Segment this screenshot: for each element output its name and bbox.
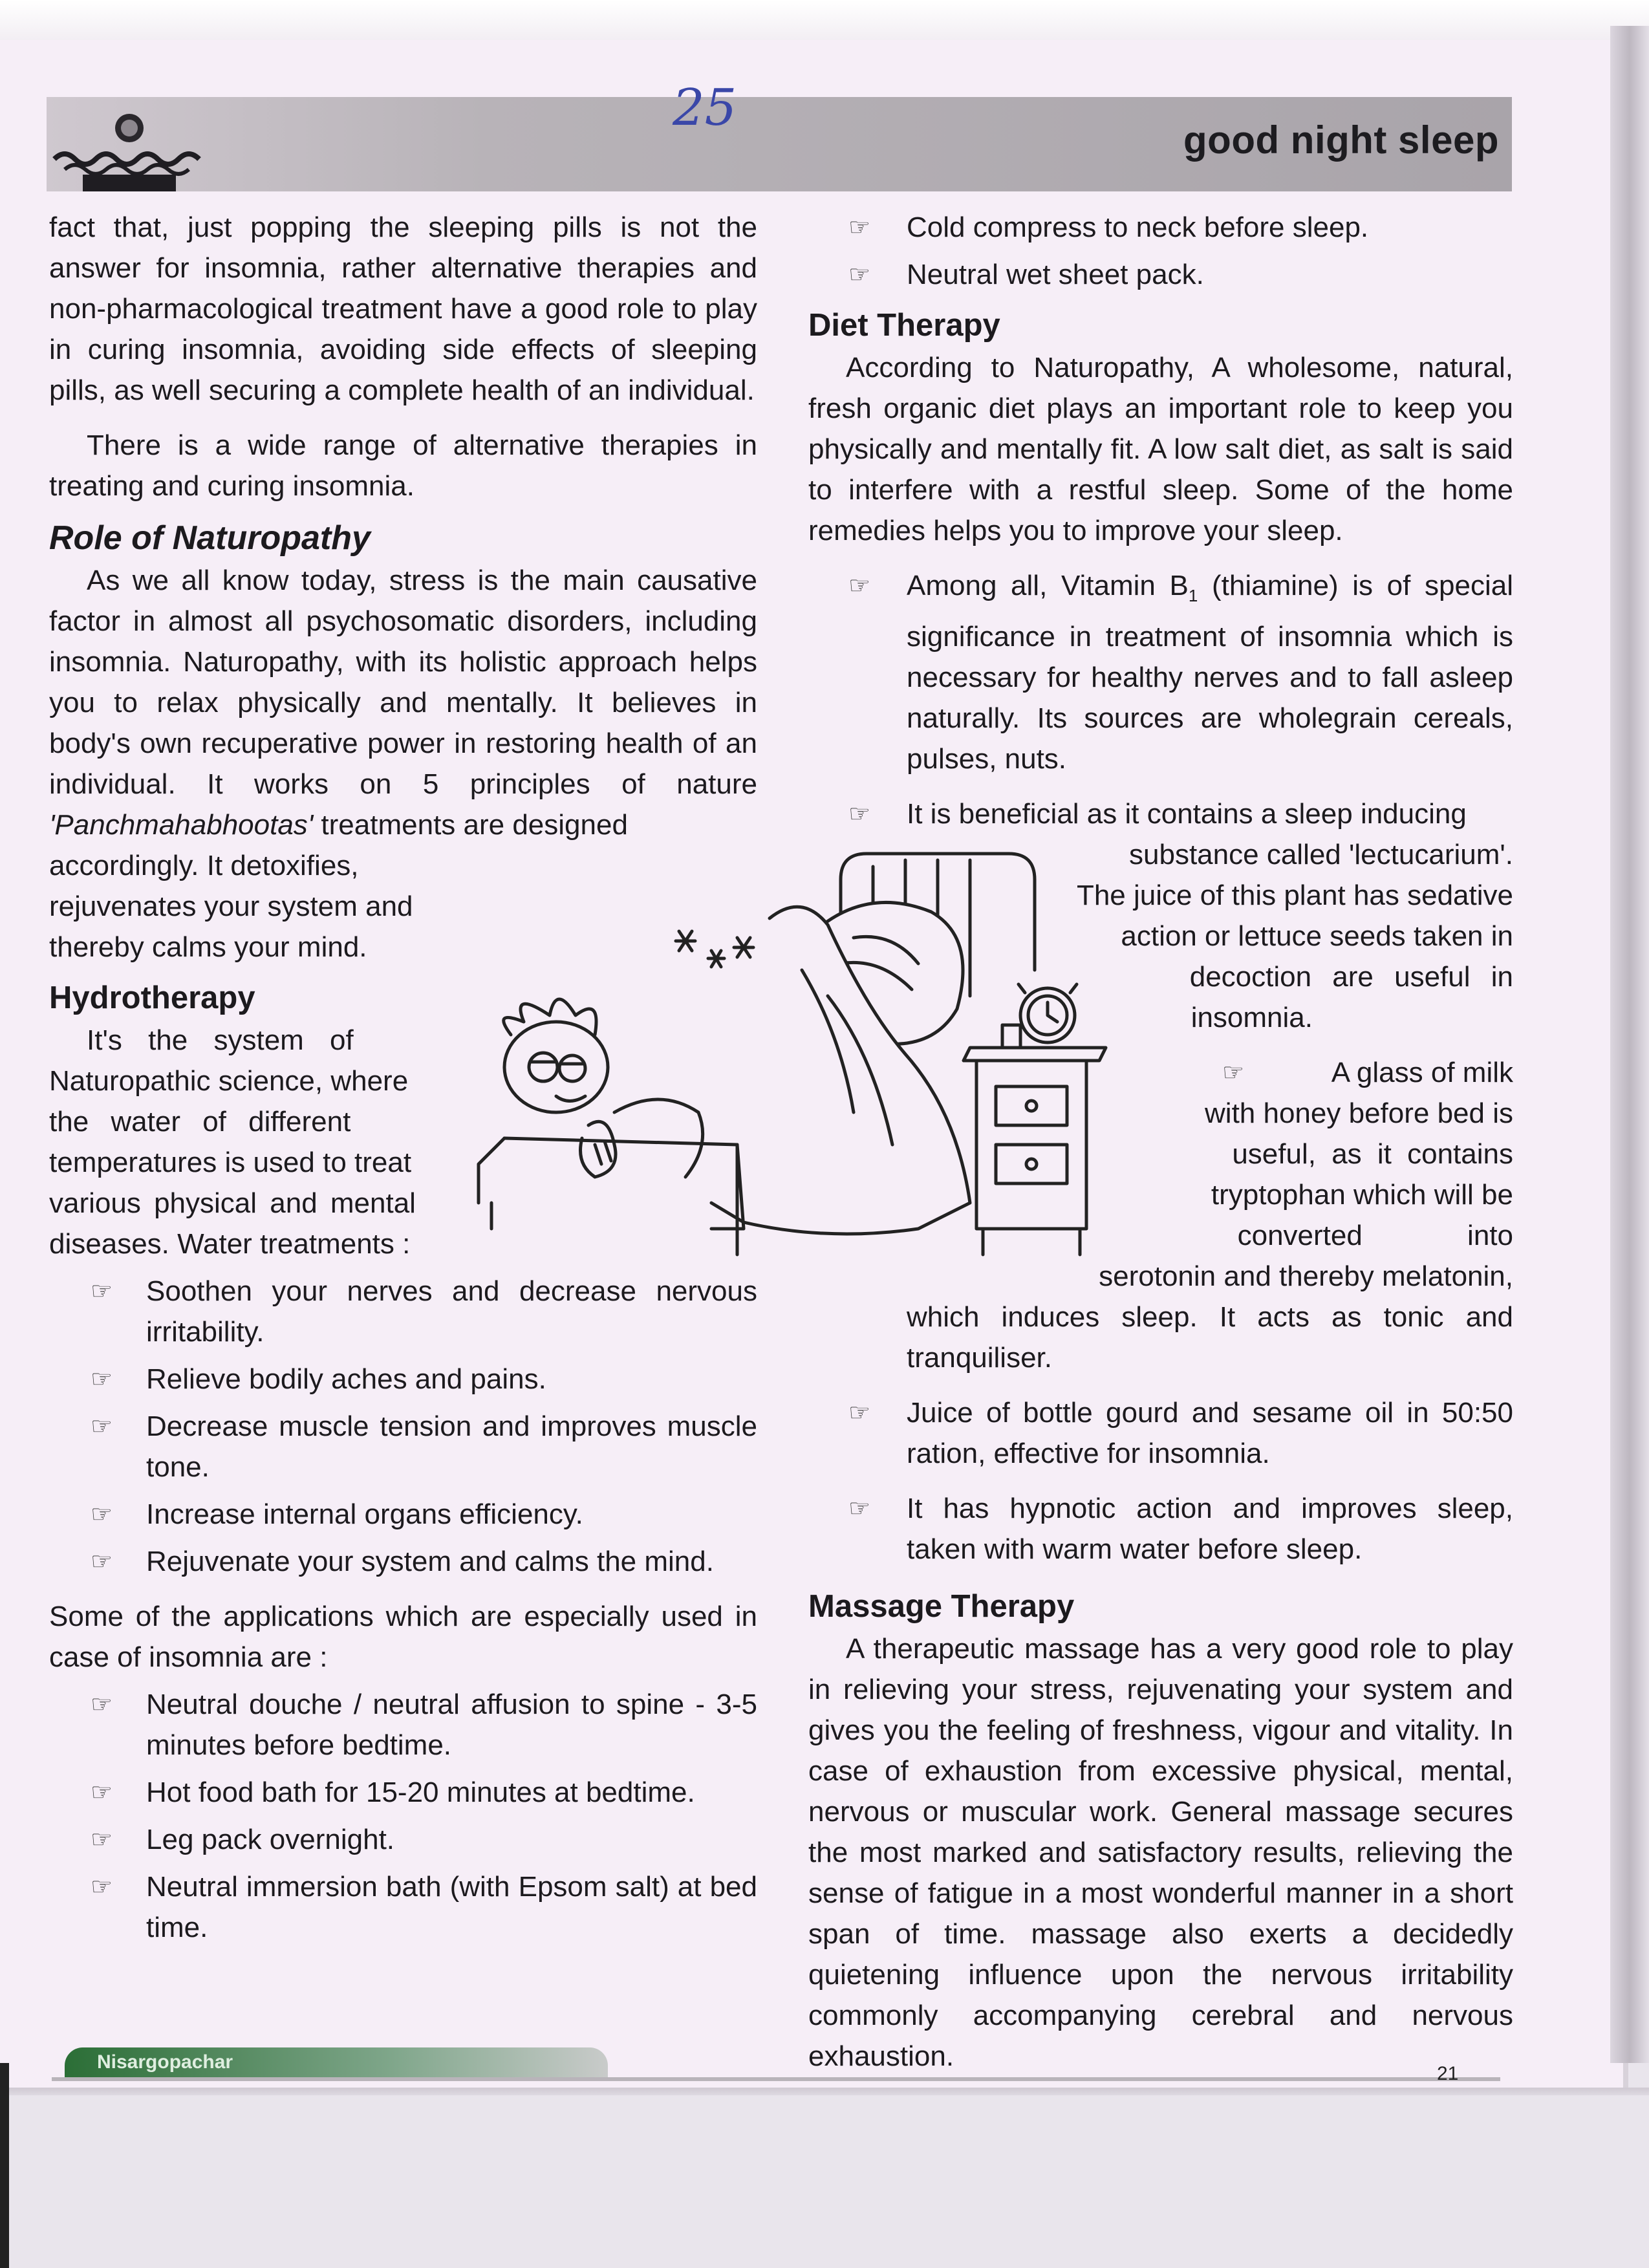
list-item-text: Increase internal organs efficiency. [146, 1498, 583, 1530]
list-item [49, 1406, 757, 1487]
page-number: 21 [1437, 2063, 1459, 2084]
water-treatment-list [49, 1271, 757, 1582]
milk-line-1: A glass of milk [1331, 1056, 1513, 1088]
pointing-hand-icon: ☞ [91, 1500, 113, 1528]
milk-line-2: with honey before bed is [1205, 1097, 1513, 1129]
application-list [49, 1684, 757, 1948]
heading-hydrotherapy: Hydrotherapy [49, 980, 255, 1015]
list-item-text: Leg pack overnight. [146, 1824, 395, 1855]
applications-intro: Some of the applications which are especially used in case of insomnia are : [49, 1601, 757, 1673]
list-item [49, 1772, 757, 1813]
list-item [49, 1819, 757, 1860]
pointing-hand-icon: ☞ [848, 260, 871, 288]
heading-massage-therapy: Massage Therapy [808, 1588, 1075, 1624]
list-item [808, 1392, 1513, 1474]
pointing-hand-icon: ☞ [91, 1778, 113, 1806]
lettuce-line-3: The juice of this plant has sedative [1076, 879, 1513, 911]
pointing-hand-icon: ☞ [848, 1398, 871, 1427]
milk-line-5: converted into [1237, 1219, 1513, 1251]
list-item [49, 1271, 757, 1352]
naturopathy-line-c: thereby calms your mind. [49, 931, 367, 963]
list-item-text: Relieve bodily aches and pains. [146, 1363, 546, 1395]
list-item-text: Rejuvenate your system and calms the mind. [146, 1546, 714, 1577]
footer-rule [52, 2077, 1500, 2081]
lettuce-line-5: decoction are useful in [1189, 960, 1513, 993]
pointing-hand-icon: ☞ [848, 571, 871, 599]
heading-role-of-naturopathy: Role of Naturopathy [49, 519, 371, 557]
list-item [49, 1494, 757, 1535]
intro-paragraph: fact that, just popping the sleeping pills is not the answer for insomnia, rather alternative therapies and non-pharmacological treatment have a good role to play in curing insomnia, avoiding side effects of sleeping pills, as well securing a complete health of an individual. [49, 211, 757, 406]
massage-paragraph: A therapeutic massage has a very good role to play in relieving your stress, rejuvenating your system and gives you the feeling of freshness, vigour and vitality. In case of exhaustion from excessive physical, mental, nervous or muscular work. General massage secures the most marked and satisfactory results, relieving the sense of fatigue in a most wonderful manner in a short span of time. massage also exerts a decidedly quietening influence upon the nervous irritability commonly accompanying cerebral and nervous exhaustion. [808, 1632, 1513, 2072]
milk-line-6: serotonin and thereby melatonin, [1099, 1260, 1513, 1292]
handwritten-page-mark: 25 [673, 79, 737, 137]
naturopathy-text-b: treatments are designed [313, 809, 628, 841]
vitamin-subscript: 1 [1188, 585, 1198, 605]
list-item [49, 1541, 757, 1582]
footer-magazine-name: Nisargopachar [97, 2051, 233, 2073]
hydro-line-5: various physical and mental [49, 1187, 416, 1219]
list-item-text: It has hypnotic action and improves sleep, taken with warm water before sleep. [907, 1492, 1513, 1565]
hydro-line-6: diseases. Water treatments : [49, 1228, 411, 1260]
scan-background [0, 2095, 1649, 2268]
lettuce-line-4: action or lettuce seeds taken in [1121, 920, 1513, 952]
pointing-hand-icon: ☞ [91, 1547, 113, 1575]
list-item [808, 254, 1513, 295]
lettuce-line-6: insomnia. [1191, 1001, 1313, 1033]
pointing-hand-icon: ☞ [1222, 1057, 1245, 1086]
hydro-line-2: Naturopathic science, where [49, 1065, 409, 1097]
scan-dark-corner [0, 2063, 9, 2268]
list-item [808, 207, 1513, 248]
list-item [49, 1359, 757, 1399]
pointing-hand-icon: ☞ [91, 1872, 113, 1901]
list-item-text: Hot food bath for 15-20 minutes at bedtime. [146, 1777, 695, 1808]
vitamin-text-a: Among all, Vitamin B [907, 570, 1189, 601]
sun-waves-logo-icon [52, 102, 207, 193]
pointing-hand-icon: ☞ [848, 799, 871, 828]
pointing-hand-icon: ☞ [848, 1493, 871, 1522]
list-item [49, 1866, 757, 1948]
pointing-hand-icon: ☞ [91, 1690, 113, 1718]
lettuce-line-1: It is beneficial as it contains a sleep inducing [907, 797, 1467, 830]
vitamin-text-b: (thiamine) is of special significance in treatment of insomnia which is necessary for healthy nerves and to fall asleep naturally. Its sources are wholegrain cereals, pulses, nuts. [907, 570, 1513, 775]
milk-line-3: useful, as it contains [1232, 1138, 1513, 1170]
pointing-hand-icon: ☞ [848, 213, 871, 241]
hydro-line-3: the water of different [49, 1106, 351, 1138]
naturopathy-paragraph [49, 560, 757, 845]
list-item-vitamin [808, 565, 1513, 779]
naturopathy-line-a: accordingly. It detoxifies, [49, 850, 359, 881]
section-title: good night sleep [1183, 118, 1499, 162]
page-binding-edge [1610, 26, 1649, 2063]
lettuce-line-2: substance called 'lectucarium'. [1129, 838, 1513, 870]
list-item-text: Juice of bottle gourd and sesame oil in 50:50 ration, effective for insomnia. [907, 1396, 1513, 1469]
list-item-text: Soothen your nerves and decrease nervous irritability. [146, 1275, 757, 1348]
sleepless-man-illustration [466, 841, 1164, 1280]
list-item-text: Neutral wet sheet pack. [907, 259, 1204, 290]
hydro-line-4: temperatures is used to treat [49, 1147, 412, 1178]
list-item-text: Decrease muscle tension and improves muscle tone. [146, 1410, 757, 1483]
naturopathy-line-b: rejuvenates your system and [49, 891, 413, 922]
diet-paragraph: According to Naturopathy, A wholesome, natural, fresh organic diet plays an important role to keep you physically and mentally fit. A low salt diet, as salt is said to interfere with a restful sleep. Some of the home remedies helps you to improve your sleep. [808, 352, 1513, 546]
milk-line-7: which induces sleep. It acts as tonic and tranquiliser. [907, 1301, 1513, 1374]
list-item-text: Cold compress to neck before sleep. [907, 211, 1369, 243]
intro-paragraph-2: There is a wide range of alternative therapies in treating and curing insomnia. [49, 429, 757, 502]
pointing-hand-icon: ☞ [91, 1277, 113, 1305]
naturopathy-text: As we all know today, stress is the main causative factor in almost all psychosomatic disorders, including insomnia. Naturopathy, with its holistic approach helps you to relax physically and mentally. It believes in body's own recuperative power in restoring health of an individual. It works on 5 principles of nature [49, 565, 757, 800]
pointing-hand-icon: ☞ [91, 1412, 113, 1440]
list-item [808, 1488, 1513, 1570]
pointing-hand-icon: ☞ [91, 1365, 113, 1393]
heading-diet-therapy: Diet Therapy [808, 308, 1000, 343]
milk-line-4: tryptophan which will be [1211, 1178, 1513, 1211]
hydro-line-1: It's the system of [87, 1024, 354, 1056]
panchmahabhootas-term: 'Panchmahabhootas' [49, 809, 314, 841]
scan-top-edge [0, 0, 1649, 40]
pointing-hand-icon: ☞ [91, 1825, 113, 1853]
list-item-text: Neutral immersion bath (with Epsom salt) at bed time. [146, 1871, 757, 1943]
list-item [49, 1684, 757, 1766]
list-item-text: Neutral douche / neutral affusion to spine - 3-5 minutes before bedtime. [146, 1689, 757, 1761]
